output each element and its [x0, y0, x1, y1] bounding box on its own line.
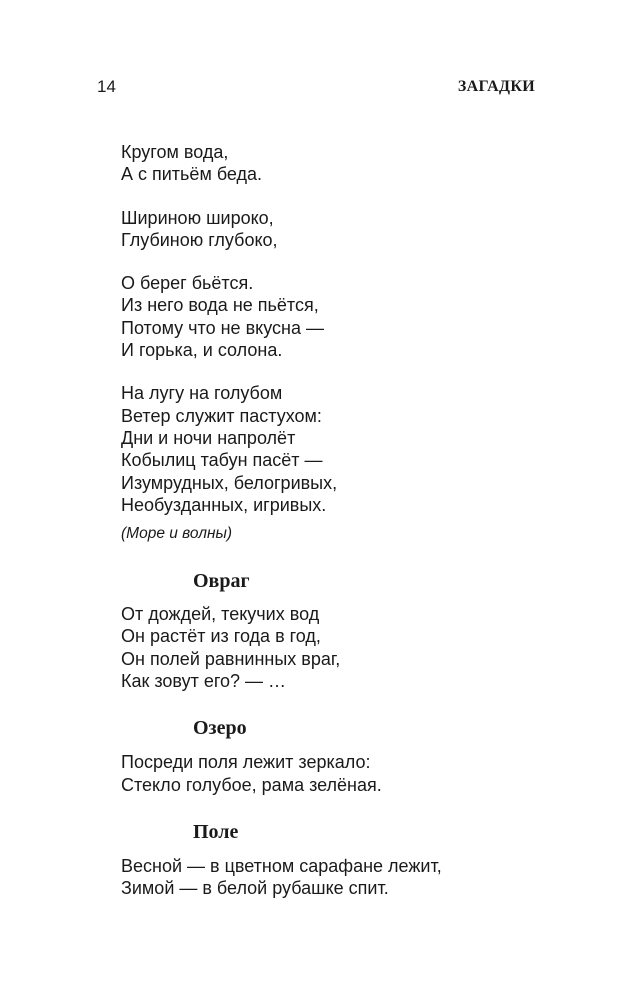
- verse-line: Как зовут его? — …: [121, 671, 287, 692]
- verse-line: Зимой — в белой рубашке спит.: [121, 878, 389, 899]
- verse-line: От дождей, текучих вод: [121, 604, 320, 625]
- riddle-answer: (Море и волны): [121, 525, 233, 543]
- verse-line: Изумрудных, белогривых,: [121, 472, 338, 493]
- verse-line: Он растёт из года в год,: [121, 626, 321, 647]
- riddle-title: Озеро: [193, 717, 247, 740]
- verse-line: Посреди поля лежит зеркало:: [121, 752, 371, 773]
- verse-line: На лугу на голубом: [121, 383, 283, 404]
- riddle-title: Поле: [193, 820, 239, 843]
- verse-line: Весной — в цветном сарафане лежит,: [121, 855, 442, 876]
- verse-line: Стекло голубое, рама зелёная.: [121, 774, 382, 795]
- page-content: [121, 141, 541, 900]
- verse-line: Глубиною глубоко,: [121, 229, 278, 250]
- verse-line: О берег бьётся.: [121, 273, 254, 294]
- riddle-body: [121, 603, 541, 692]
- verse-line: Потому что не вкусна —: [121, 317, 324, 338]
- verse-line: Шириною широко,: [121, 207, 274, 228]
- verse-line: Ветер служит пастухом:: [121, 405, 322, 426]
- verse-line: Кругом вода,: [121, 142, 229, 162]
- riddle-body: [121, 855, 541, 900]
- stanza: [121, 382, 541, 516]
- verse-line: И горька, и солона.: [121, 340, 283, 361]
- verse-line: Из него вода не пьётся,: [121, 295, 319, 316]
- stanza: [121, 141, 541, 186]
- verse-line: Он полей равнинных враг,: [121, 648, 341, 669]
- running-title: ЗАГАДКИ: [457, 78, 535, 95]
- riddle-body: [121, 751, 541, 796]
- verse-line: А с питьём беда.: [121, 164, 263, 185]
- page-number: 14: [97, 77, 116, 96]
- verse-line: Дни и ночи напролёт: [121, 427, 296, 448]
- verse-line: Кобылиц табун пасёт —: [121, 450, 323, 471]
- verse-line: Необузданных, игривых.: [121, 494, 327, 515]
- stanza: [121, 207, 541, 252]
- riddle-title: Овраг: [193, 570, 250, 593]
- stanza: [121, 272, 541, 361]
